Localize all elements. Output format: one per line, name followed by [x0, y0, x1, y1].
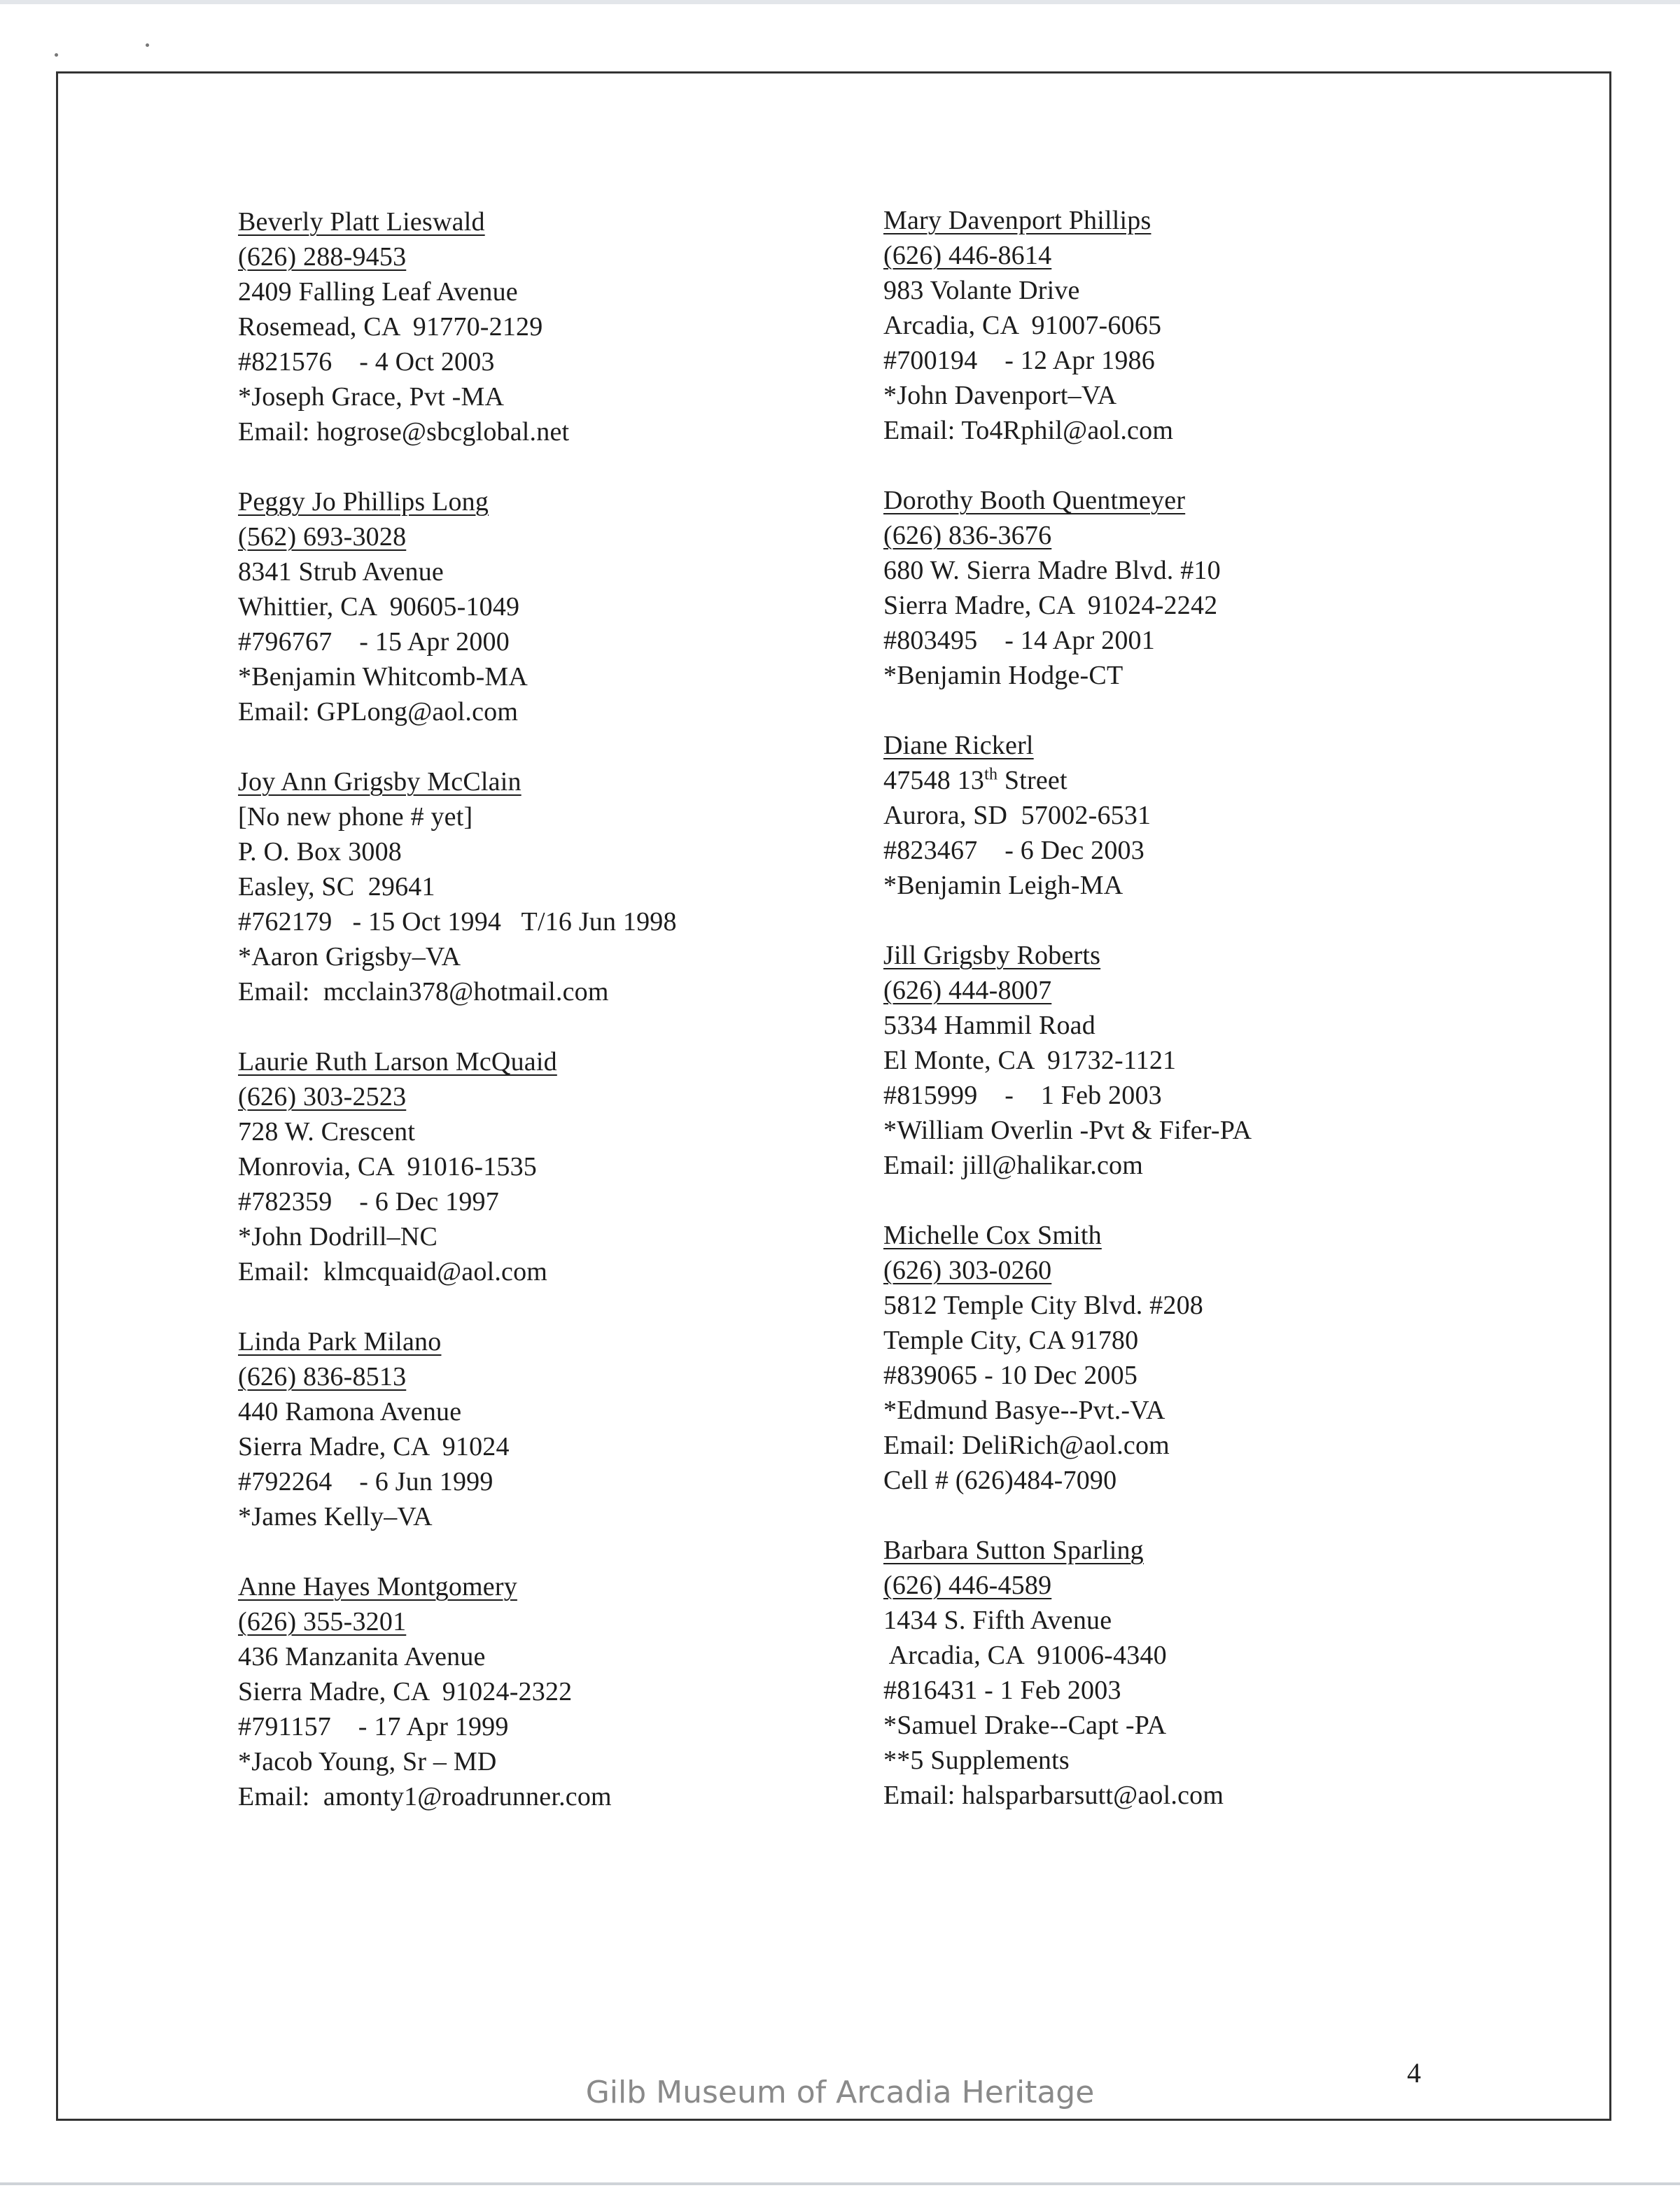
member-name: Joy Ann Grigsby McClain — [238, 767, 522, 797]
member-ancestor: *Benjamin Whitcomb-MA — [238, 662, 528, 692]
member-email: Email: amonty1@roadrunner.com — [238, 1782, 612, 1811]
member-ancestor: *James Kelly–VA — [238, 1502, 433, 1531]
museum-watermark: Gilb Museum of Arcadia Heritage — [585, 2075, 1095, 2110]
member-street: 440 Ramona Avenue — [238, 1397, 462, 1426]
member-email: Email: DeliRich@aol.com — [883, 1431, 1170, 1460]
member-phone: (626) 446-8614 — [883, 241, 1052, 270]
member-email: Email: klmcquaid@aol.com — [238, 1257, 548, 1286]
scan-speck — [146, 43, 149, 47]
member-city: Easley, SC 29641 — [238, 872, 435, 902]
member-number-date: #762179 - 15 Oct 1994 T/16 Jun 1998 — [238, 907, 677, 937]
member-name: Laurie Ruth Larson McQuaid — [238, 1047, 557, 1077]
member-name: Dorothy Booth Quentmeyer — [883, 486, 1186, 515]
scan-top-edge — [0, 0, 1680, 4]
member-city: Sierra Madre, CA 91024-2322 — [238, 1677, 573, 1706]
member-ancestor: *Benjamin Hodge-CT — [883, 661, 1124, 690]
street-name: Street — [997, 766, 1068, 795]
member-street: 983 Volante Drive — [883, 276, 1080, 305]
member-entry — [238, 1044, 854, 1289]
member-phone: (562) 693-3028 — [238, 522, 407, 552]
ordinal-suffix: th — [984, 765, 998, 784]
member-street: 436 Manzanita Avenue — [238, 1642, 486, 1671]
member-phone: (626) 836-3676 — [883, 521, 1052, 550]
member-number-date: #816431 - 1 Feb 2003 — [883, 1676, 1121, 1705]
member-phone: (626) 303-2523 — [238, 1082, 407, 1111]
member-number-date: #796767 - 15 Apr 2000 — [238, 627, 510, 657]
member-phone: (626) 444-8007 — [883, 976, 1052, 1005]
left-column — [238, 204, 854, 1849]
member-number-date: #839065 - 10 Dec 2005 — [883, 1361, 1138, 1390]
member-cell: Cell # (626)484-7090 — [883, 1466, 1117, 1495]
member-email: Email: hogrose@sbcglobal.net — [238, 417, 570, 447]
member-ancestor: *John Dodrill–NC — [238, 1222, 438, 1251]
member-name: Anne Hayes Montgomery — [238, 1572, 517, 1601]
member-ancestor: *Edmund Basye--Pvt.-VA — [883, 1396, 1166, 1425]
member-name: Linda Park Milano — [238, 1327, 442, 1356]
member-name: Michelle Cox Smith — [883, 1221, 1102, 1250]
member-city: Whittier, CA 90605-1049 — [238, 592, 520, 622]
member-street: 2409 Falling Leaf Avenue — [238, 277, 518, 307]
member-street: 5334 Hammil Road — [883, 1011, 1096, 1040]
member-number-date: #803495 - 14 Apr 2001 — [883, 626, 1155, 655]
member-street: 8341 Strub Avenue — [238, 557, 444, 587]
member-number-date: #700194 - 12 Apr 1986 — [883, 346, 1155, 375]
member-entry — [883, 938, 1499, 1183]
member-email: Email: To4Rphil@aol.com — [883, 416, 1174, 445]
member-supplements: **5 Supplements — [883, 1746, 1070, 1775]
member-phone: (626) 288-9453 — [238, 242, 407, 272]
member-ancestor: *Samuel Drake--Capt -PA — [883, 1711, 1167, 1740]
member-phone: (626) 446-4589 — [883, 1571, 1052, 1600]
member-street — [883, 763, 1499, 798]
member-number-date: #792264 - 6 Jun 1999 — [238, 1467, 493, 1496]
member-city: Sierra Madre, CA 91024-2242 — [883, 591, 1218, 620]
member-email: Email: halsparbarsutt@aol.com — [883, 1781, 1224, 1810]
member-phone: (626) 355-3201 — [238, 1607, 407, 1636]
member-number-date: #821576 - 4 Oct 2003 — [238, 347, 495, 377]
scan-speck — [55, 53, 58, 57]
member-city: El Monte, CA 91732-1121 — [883, 1046, 1177, 1075]
member-city: Monrovia, CA 91016-1535 — [238, 1152, 538, 1181]
member-entry — [883, 1533, 1499, 1813]
member-email: Email: jill@halikar.com — [883, 1151, 1143, 1180]
member-ancestor: *Aaron Grigsby–VA — [238, 942, 461, 972]
member-ancestor: *Jacob Young, Sr – MD — [238, 1747, 497, 1776]
street-number: 47548 13 — [883, 766, 985, 795]
member-number-date: #782359 - 6 Dec 1997 — [238, 1187, 499, 1216]
member-number-date: #815999 - 1 Feb 2003 — [883, 1081, 1162, 1110]
member-street: 680 W. Sierra Madre Blvd. #10 — [883, 556, 1221, 585]
member-entry — [238, 484, 854, 729]
member-email: Email: GPLong@aol.com — [238, 697, 519, 727]
member-entry — [238, 204, 854, 449]
member-name: Peggy Jo Phillips Long — [238, 487, 489, 517]
member-email: Email: mcclain378@hotmail.com — [238, 977, 609, 1007]
member-ancestor: *John Davenport–VA — [883, 381, 1117, 410]
member-ancestor: *Joseph Grace, Pvt -MA — [238, 382, 505, 412]
member-entry — [883, 483, 1499, 693]
member-name: Beverly Platt Lieswald — [238, 207, 485, 237]
member-city: Rosemead, CA 91770-2129 — [238, 312, 543, 342]
scan-bottom-edge — [0, 2182, 1680, 2185]
member-number-date: #823467 - 6 Dec 2003 — [883, 836, 1144, 865]
member-number-date: #791157 - 17 Apr 1999 — [238, 1712, 509, 1741]
member-city: Arcadia, CA 91007-6065 — [883, 311, 1162, 340]
member-entry — [883, 203, 1499, 448]
right-column — [883, 203, 1499, 1848]
member-po-box: P. O. Box 3008 — [238, 837, 402, 867]
member-entry — [238, 1324, 854, 1534]
member-entry — [883, 1218, 1499, 1498]
member-name: Jill Grigsby Roberts — [883, 941, 1101, 970]
member-ancestor: *William Overlin -Pvt & Fifer-PA — [883, 1116, 1252, 1145]
member-phone: (626) 303-0260 — [883, 1256, 1052, 1285]
member-name: Mary Davenport Phillips — [883, 206, 1152, 235]
member-phone: (626) 836-8513 — [238, 1362, 407, 1391]
page-number: 4 — [1407, 2057, 1421, 2089]
member-street: 1434 S. Fifth Avenue — [883, 1606, 1112, 1635]
member-city: Arcadia, CA 91006-4340 — [883, 1641, 1167, 1670]
member-street: 5812 Temple City Blvd. #208 — [883, 1291, 1203, 1320]
member-city: Temple City, CA 91780 — [883, 1326, 1139, 1355]
member-phone-note: [No new phone # yet] — [238, 802, 473, 832]
member-ancestor: *Benjamin Leigh-MA — [883, 871, 1124, 900]
member-street: 728 W. Crescent — [238, 1117, 416, 1146]
member-name: Barbara Sutton Sparling — [883, 1536, 1144, 1565]
member-city: Aurora, SD 57002-6531 — [883, 801, 1152, 830]
member-entry — [238, 1569, 854, 1814]
member-city: Sierra Madre, CA 91024 — [238, 1432, 510, 1461]
member-name: Diane Rickerl — [883, 731, 1034, 760]
member-entry — [238, 764, 854, 1009]
member-entry — [883, 728, 1499, 903]
